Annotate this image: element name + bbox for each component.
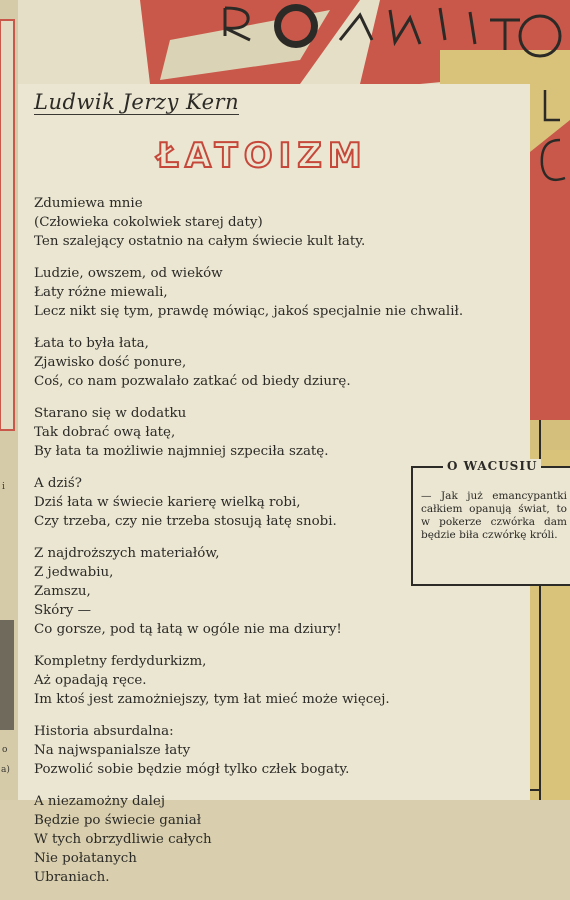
poem-line: Łaty różne miewali,	[34, 285, 168, 300]
stanza	[34, 404, 524, 461]
poem-line: (Człowieka cokolwiek starej daty)	[34, 215, 263, 230]
poem-line: Łata to była łata,	[34, 336, 149, 351]
poem-line: Coś, co nam pozwalało zatkać od biedy dziurę.	[34, 374, 351, 389]
poem-line: Zjawisko dość ponure,	[34, 355, 187, 370]
poem-line: Nie połatanych	[34, 851, 137, 866]
poem-line: Ludzie, owszem, od wieków	[34, 266, 223, 281]
poem-line: Kompletny ferdydurkizm,	[34, 654, 207, 669]
stanza	[34, 652, 524, 709]
poem-line: Skóry —	[34, 603, 91, 618]
joke-sidebox	[411, 459, 570, 586]
poem-line: Dziś łata w świecie karierę wielką robi,	[34, 495, 301, 510]
sidebox-text: — Jak już emancypantki całkiem opanują świat, to w pokerze czwórka dam będzie biła czwórkę króli.	[421, 490, 567, 541]
poem-line: Czy trzeba, czy nie trzeba stosują łatę snobi.	[34, 514, 337, 529]
poem-line: Pozwolić sobie będzie mógł tylko człek bogaty.	[34, 762, 350, 777]
poem-line: Starano się w dodatku	[34, 406, 187, 421]
sidebox-title-text: O WACUSIU	[443, 459, 541, 473]
poem-line: Co gorsze, pod tą łatą w ogóle nie ma dziury!	[34, 622, 342, 637]
poem-line: Lecz nikt się tym, prawdę mówiąc, jakoś specjalnie nie chwalił.	[34, 304, 464, 319]
stanza	[34, 722, 524, 779]
poem-line: Na najwspanialsze łaty	[34, 743, 191, 758]
poem-line: Z najdroższych materiałów,	[34, 546, 220, 561]
poem-line: Będzie po świecie ganiał	[34, 813, 202, 828]
edge-label: o	[2, 745, 8, 755]
edge-label: i	[2, 482, 5, 492]
poem-line: A dziś?	[34, 476, 82, 491]
stanza	[34, 194, 524, 251]
stanza	[34, 264, 524, 321]
poem-line: Aż opadają ręce.	[34, 673, 147, 688]
edge-label: a)	[1, 765, 10, 775]
poem-line: W tych obrzydliwie całych	[34, 832, 212, 847]
stanza	[34, 792, 524, 887]
poem-line: Zdumiewa mnie	[34, 196, 143, 211]
poem-line: Ten szalejący ostatnio na całym świecie kult łaty.	[34, 234, 366, 249]
author-name: Ludwik Jerzy Kern	[34, 90, 240, 114]
poem-line: Im ktoś jest zamożniejszy, tym łat mieć może więcej.	[34, 692, 390, 707]
poem-line: Historia absurdalna:	[34, 724, 174, 739]
sidebox-title	[413, 459, 570, 473]
poem-line: Zamszu,	[34, 584, 91, 599]
poem-line: Ubraniach.	[34, 870, 110, 885]
poem-title: ŁATOIZM	[157, 136, 368, 176]
poem-line: Z jedwabiu,	[34, 565, 114, 580]
poem-line: A niezamożny dalej	[34, 794, 165, 809]
poem-line: Tak dobrać ową łatę,	[34, 425, 176, 440]
stanza	[34, 334, 524, 391]
poem-line: By łata ta możliwie najmniej szpeciła szatę.	[34, 444, 329, 459]
